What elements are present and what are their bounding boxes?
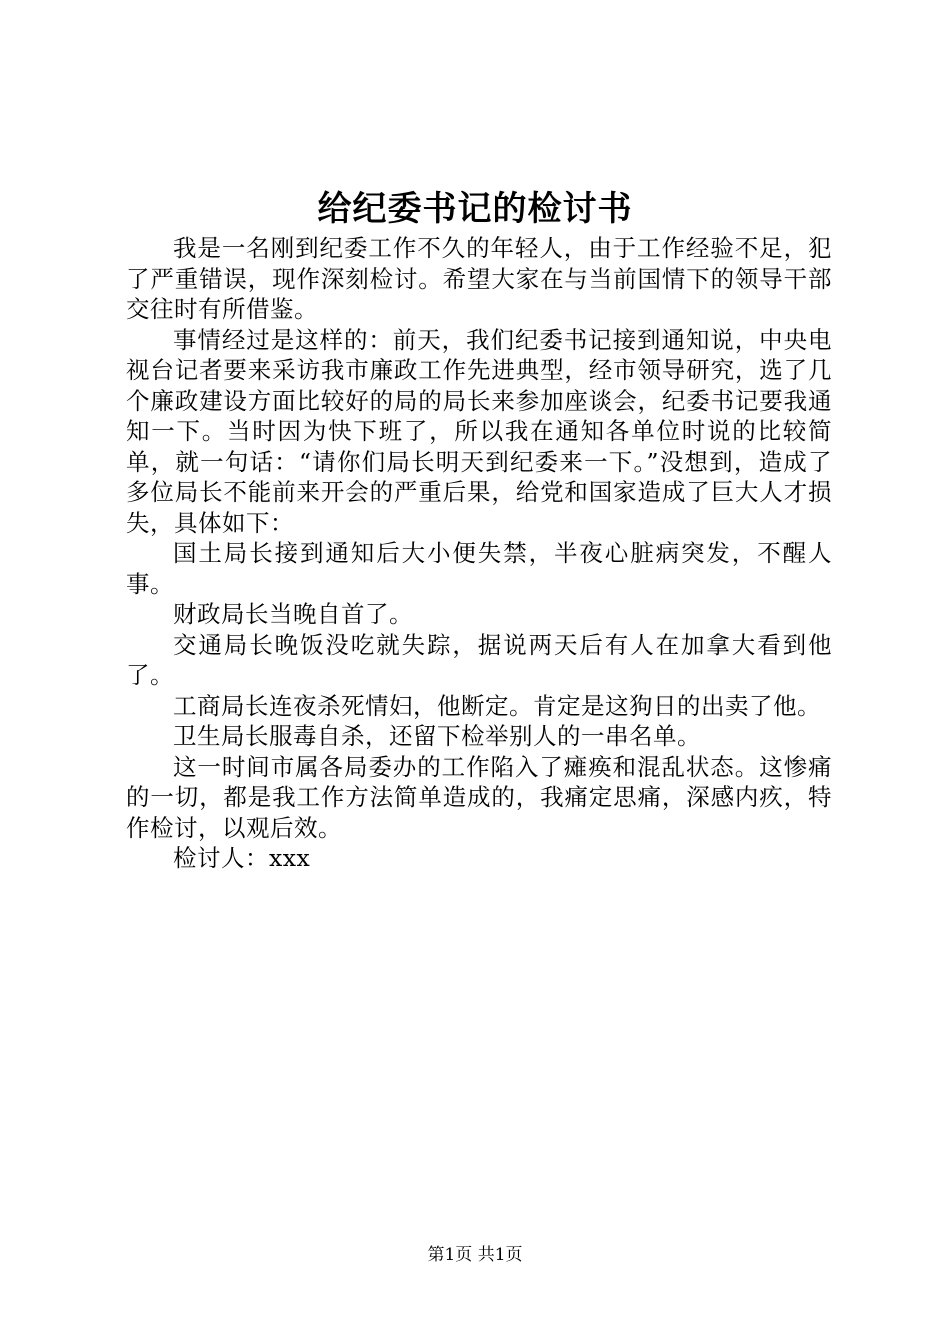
- document-body: [126, 233, 832, 874]
- page-footer: [0, 1242, 950, 1268]
- paragraph-health-bureau: 卫生局长服毒自杀，还留下检举别人的一串名单。: [173, 722, 701, 750]
- signature-line: 检讨人：xxx: [173, 844, 311, 872]
- document-title: 给纪委书记的检讨书: [317, 189, 633, 229]
- page-number-label: 第1页 共1页: [427, 1245, 523, 1265]
- paragraph-transport-bureau: 交通局长晚饭没吃就失踪，据说两天后有人在加拿大看到他了。: [126, 630, 832, 689]
- paragraph-commerce-bureau: 工商局长连夜杀死情妇，他断定。肯定是这狗日的出卖了他。: [173, 691, 821, 720]
- paragraph-conclusion: 这一时间市属各局委办的工作陷入了瘫痪和混乱状态。这惨痛的一切，都是我工作方法简单造成的，我痛定思痛，深感内疚，特作检讨，以观后效。: [126, 752, 832, 842]
- paragraph-land-bureau: 国土局长接到通知后大小便失禁，半夜心脏病突发，不醒人事。: [126, 539, 832, 598]
- paragraph-finance-bureau: 财政局长当晚自首了。: [173, 600, 413, 628]
- paragraph-incident: 事情经过是这样的：前天，我们纪委书记接到通知说，中央电视台记者要来采访我市廉政工作先进典型，经市领导研究，选了几个廉政建设方面比较好的局的局长来参加座谈会，纪委书记要我通知一下。当时因为快下班了，所以我在通知各单位时说的比较简单，就一句话：“请你们局长明天到纪委来一下。”没想到，造成了多位局长不能前来开会的严重后果，给党和国家造成了巨大人才损失，具体如下：: [126, 325, 832, 537]
- paragraph-intro: 我是一名刚到纪委工作不久的年轻人，由于工作经验不足，犯了严重错误，现作深刻检讨。希望大家在与当前国情下的领导干部交往时有所借鉴。: [126, 234, 832, 323]
